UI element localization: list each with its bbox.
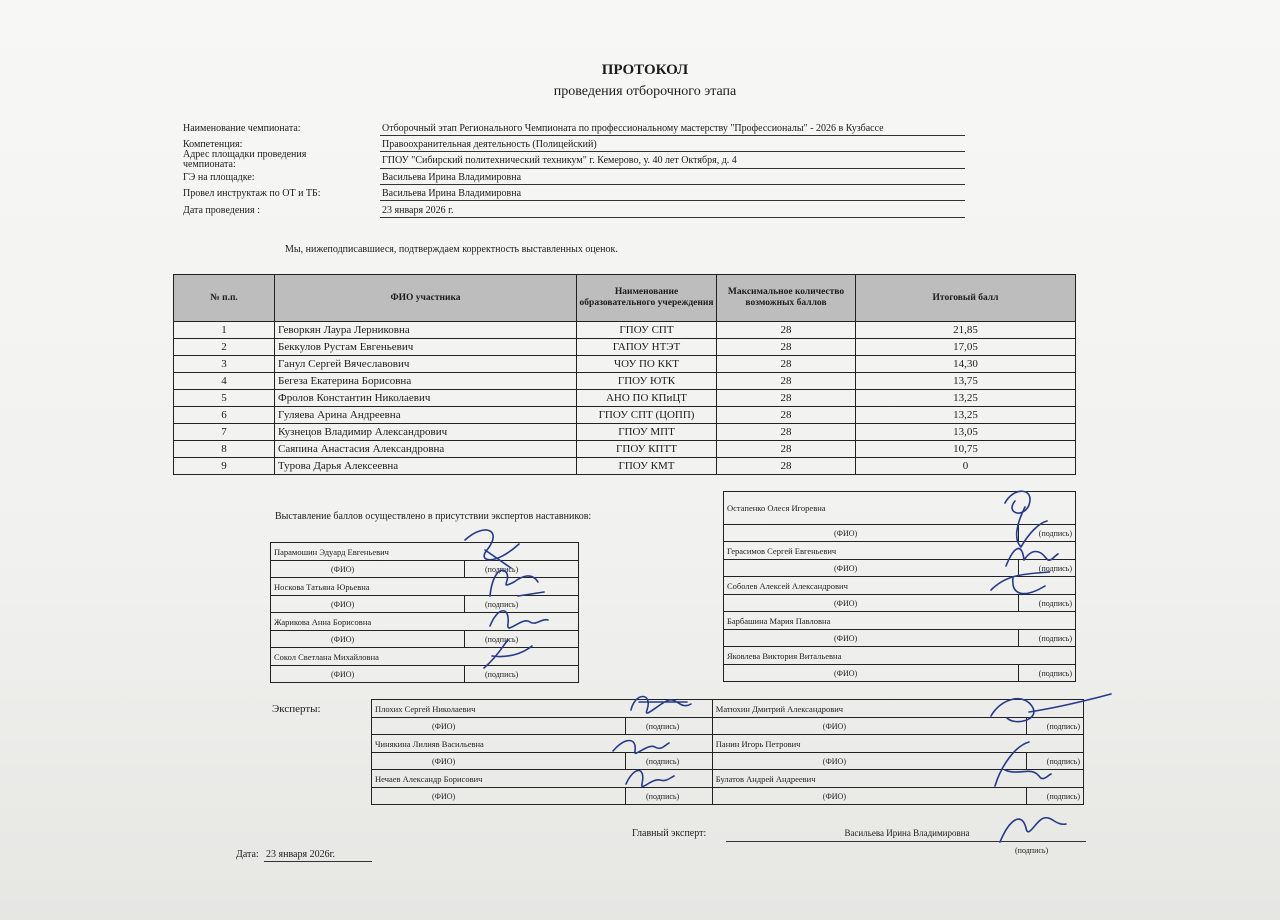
- fio-caption: (ФИО): [712, 718, 1026, 735]
- cell-num: 2: [174, 339, 275, 356]
- table-row: [174, 322, 1076, 339]
- fio-caption: (ФИО): [271, 596, 465, 613]
- cell-org: ГПОУ ЮТК: [577, 373, 717, 390]
- cell-org: ГПОУ МПТ: [577, 424, 717, 441]
- cell-org: ГПОУ КМТ: [577, 458, 717, 475]
- info-value-chief: Васильева Ирина Владимировна: [382, 172, 522, 183]
- expert-name: Панин Игорь Петрович: [712, 735, 1083, 753]
- cell-num: 9: [174, 458, 275, 475]
- info-value-date: 23 января 2026 г.: [382, 205, 454, 216]
- cell-org: ГПОУ СПТ: [577, 322, 717, 339]
- cell-org: ГПОУ КПТТ: [577, 441, 717, 458]
- signature-scribble: [992, 808, 1072, 848]
- cell-max: 28: [717, 441, 856, 458]
- table-row: [174, 339, 1076, 356]
- presence-text: Выставление баллов осуществлено в присутствии экспертов наставников:: [275, 511, 592, 522]
- mentor-name: Соболев Алексей Александрович: [724, 577, 1076, 595]
- signature-caption: (подпись): [1026, 718, 1083, 735]
- cell-num: 7: [174, 424, 275, 441]
- info-label-competence: Компетенция:: [183, 139, 243, 150]
- header-name: ФИО участника: [275, 275, 577, 322]
- cell-max: 28: [717, 390, 856, 407]
- signature-caption: (подпись): [465, 596, 579, 613]
- date-label: Дата:: [236, 849, 259, 860]
- table-row: [174, 373, 1076, 390]
- mentor-name: Носкова Татьяна Юрьевна: [271, 578, 579, 596]
- cell-score: 14,30: [856, 356, 1076, 373]
- info-label-instruction: Провел инструктаж по ОТ и ТБ:: [183, 188, 321, 199]
- cell-max: 28: [717, 458, 856, 475]
- chief-signature-caption: (подпись): [1015, 846, 1049, 855]
- signature-caption: (подпись): [465, 666, 579, 683]
- signature-scribble: [625, 688, 695, 722]
- expert-name: Чинякина Лилияв Васильевна: [372, 735, 713, 753]
- signature-scribble: [478, 562, 548, 604]
- chief-expert-name: Васильева Ирина Владимировна: [844, 828, 970, 838]
- cell-org: ГАПОУ НТЭТ: [577, 339, 717, 356]
- cell-num: 4: [174, 373, 275, 390]
- info-value-competence: Правоохранительная деятельность (Полицейский): [382, 139, 597, 150]
- fio-caption: (ФИО): [712, 788, 1026, 805]
- fio-caption: (ФИО): [271, 666, 465, 683]
- signature-caption: (подпись): [1018, 665, 1075, 682]
- confirmation-text: Мы, нижеподписавшиеся, подтверждаем корректность выставленных оценок.: [285, 244, 618, 255]
- experts-table: [371, 699, 1084, 805]
- header-score: Итоговый балл: [856, 275, 1076, 322]
- cell-name: Саяпина Анастасия Александровна: [275, 441, 577, 458]
- cell-score: 10,75: [856, 441, 1076, 458]
- cell-max: 28: [717, 322, 856, 339]
- signature-caption: (подпись): [465, 631, 579, 648]
- info-value-address: ГПОУ "Сибирский политехнический техникум" г. Кемерово, у. 40 лет Октября, д. 4: [382, 155, 737, 166]
- info-value-championship: Отборочный этап Регионального Чемпионата по профессиональному мастерству "Профессионалы" - 2026 в Кузбассе: [382, 123, 884, 134]
- signature-caption: (подпись): [1018, 630, 1075, 647]
- fio-caption: (ФИО): [724, 630, 1019, 647]
- cell-name: Гуляева Арина Андреевна: [275, 407, 577, 424]
- header-max: Максимальное количество возможных баллов: [717, 275, 856, 322]
- signature-caption: (подпись): [1018, 560, 1075, 577]
- date-value: 23 января 2026г.: [266, 849, 336, 860]
- cell-score: 21,85: [856, 322, 1076, 339]
- signature-caption: (подпись): [1026, 788, 1083, 805]
- signature-caption: (подпись): [626, 753, 713, 770]
- fio-caption: (ФИО): [372, 753, 626, 770]
- cell-max: 28: [717, 424, 856, 441]
- cell-num: 5: [174, 390, 275, 407]
- mentor-name: Парамошин Эдуард Евгеньевич: [271, 543, 579, 561]
- table-row: [174, 458, 1076, 475]
- fio-caption: (ФИО): [372, 788, 626, 805]
- cell-score: 13,25: [856, 407, 1076, 424]
- cell-num: 8: [174, 441, 275, 458]
- cell-name: Кузнецов Владимир Александрович: [275, 424, 577, 441]
- cell-org: ЧОУ ПО ККТ: [577, 356, 717, 373]
- mentor-name: Жарикова Анна Борисовна: [271, 613, 579, 631]
- fio-caption: (ФИО): [271, 561, 465, 578]
- results-table: [173, 274, 1076, 475]
- header-num: № п.п.: [174, 275, 275, 322]
- cell-org: ГПОУ СПТ (ЦОПП): [577, 407, 717, 424]
- signature-caption: (подпись): [626, 788, 713, 805]
- signature-scribble: [985, 568, 1057, 604]
- cell-score: 13,25: [856, 390, 1076, 407]
- info-label-address-cut: чемпионата:: [183, 160, 236, 167]
- cell-num: 1: [174, 322, 275, 339]
- table-row: [174, 424, 1076, 441]
- mentor-name: Барбашина Мария Павловна: [724, 612, 1076, 630]
- expert-name: Нечаев Александр Борисович: [372, 770, 713, 788]
- cell-score: 13,05: [856, 424, 1076, 441]
- cell-num: 3: [174, 356, 275, 373]
- info-label-chief: ГЭ на площадке:: [183, 172, 255, 183]
- signature-scribble: [618, 764, 676, 794]
- expert-name: Плохих Сергей Николаевич: [372, 700, 713, 718]
- table-row: [174, 390, 1076, 407]
- cell-max: 28: [717, 373, 856, 390]
- table-row: [174, 441, 1076, 458]
- signature-scribble: [985, 736, 1055, 796]
- info-label-date: Дата проведения :: [183, 205, 260, 216]
- cell-name: Бегеза Екатерина Борисовна: [275, 373, 577, 390]
- mentor-name: Сокол Светлана Михайловна: [271, 648, 579, 666]
- signature-scribble: [1000, 538, 1060, 572]
- cell-name: Турова Дарья Алексеевна: [275, 458, 577, 475]
- signature-scribble: [478, 636, 538, 674]
- fio-caption: (ФИО): [724, 525, 1019, 542]
- cell-score: 0: [856, 458, 1076, 475]
- info-label-championship: Наименование чемпионата:: [183, 123, 301, 134]
- fio-caption: (ФИО): [712, 753, 1026, 770]
- header-org: Наименование образовательного учереждения: [577, 275, 717, 322]
- cell-num: 6: [174, 407, 275, 424]
- info-value-instruction: Васильева Ирина Владимировна: [382, 188, 522, 199]
- cell-name: Ганул Сергей Вячеславович: [275, 356, 577, 373]
- mentor-name: Яковлева Виктория Витальевна: [724, 647, 1076, 665]
- fio-caption: (ФИО): [271, 631, 465, 648]
- signature-caption: (подпись): [1018, 595, 1075, 612]
- document-title: ПРОТОКОЛ: [601, 62, 689, 78]
- signature-scribble: [482, 600, 552, 640]
- signature-caption: (подпись): [465, 561, 579, 578]
- signature-caption: (подпись): [1018, 525, 1075, 542]
- cell-max: 28: [717, 339, 856, 356]
- table-row: [174, 356, 1076, 373]
- cell-name: Фролов Константин Николаевич: [275, 390, 577, 407]
- fio-caption: (ФИО): [724, 560, 1019, 577]
- document-subtitle: проведения отборочного этапа: [553, 84, 737, 99]
- chief-expert-label: Главный эксперт:: [632, 828, 707, 839]
- signature-scribble: [607, 733, 671, 763]
- cell-score: 13,75: [856, 373, 1076, 390]
- cell-name: Беккулов Рустам Евгеньевич: [275, 339, 577, 356]
- table-row: [174, 407, 1076, 424]
- cell-org: АНО ПО КПиЦТ: [577, 390, 717, 407]
- expert-name: Матюхин Дмитрий Александрович: [712, 700, 1083, 718]
- signature-scribble: [985, 690, 1115, 740]
- fio-caption: (ФИО): [724, 595, 1019, 612]
- experts-label: Эксперты:: [272, 703, 321, 715]
- signature-caption: (подпись): [1026, 753, 1083, 770]
- cell-max: 28: [717, 356, 856, 373]
- cell-max: 28: [717, 407, 856, 424]
- mentor-name: Остапенко Олеся Игоревна: [724, 492, 1076, 525]
- results-header-row: [174, 275, 1076, 322]
- cell-name: Геворкян Лаура Лерниковна: [275, 322, 577, 339]
- mentor-name: Герасимов Сергей Евгеньевич: [724, 542, 1076, 560]
- expert-name: Булатов Андрей Андреевич: [712, 770, 1083, 788]
- signature-caption: (подпись): [626, 718, 713, 735]
- info-label-address: Адрес площадки проведения: [183, 149, 307, 160]
- fio-caption: (ФИО): [724, 665, 1019, 682]
- cell-score: 17,05: [856, 339, 1076, 356]
- fio-caption: (ФИО): [372, 718, 626, 735]
